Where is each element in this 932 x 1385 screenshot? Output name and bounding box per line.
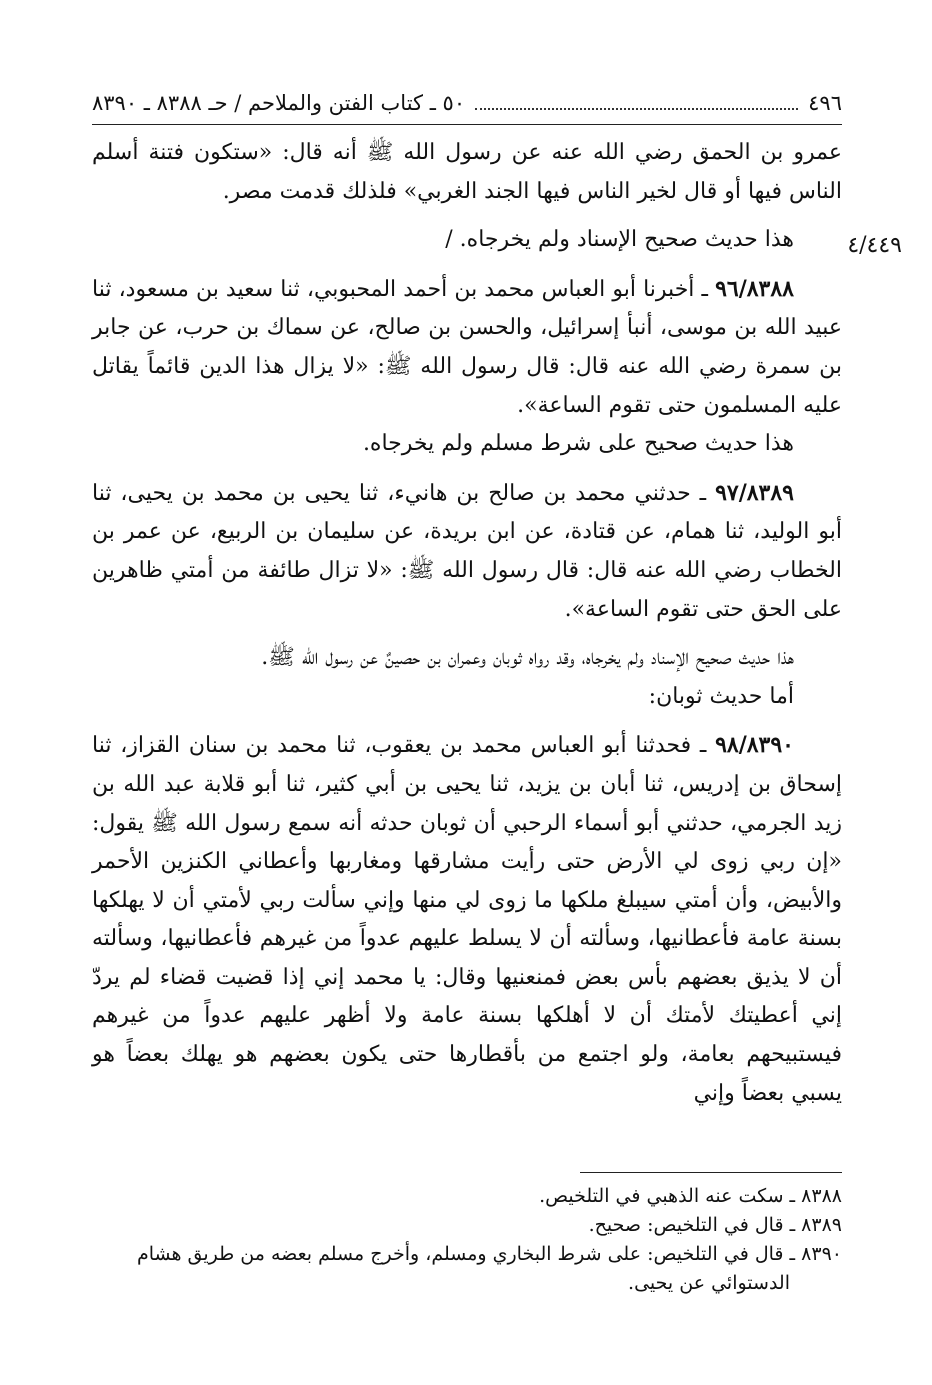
hadith-8390 [92,726,842,1113]
paragraph-text: هذا حديث صحيح الإسناد ولم يخرجاه، وقد رواه ثوبان وعمران بن حصينٌ عن رسول الله ﷺ. [261,645,794,671]
footnotes [80,1182,842,1298]
footnote [80,1240,842,1269]
running-header [92,86,842,125]
footnote-divider [580,1172,842,1173]
section-intro [92,678,842,717]
paragraph-text: ـ حدثني محمد بن صالح بن هانيء، ثنا يحيى بن محمد بن يحيى، ثنا أبو الوليد، ثنا همام، عن قتادة، عن ابن بريدة، عن سليمان بن الربيع، عن عمر بن الخطاب رضي الله عنه قال: قال رسول الله ﷺ: «لا تزال طائفة من أمتي ظاهرين على الحق حتى تقوم الساعة». [92,480,842,622]
hadith-8389 [92,474,842,629]
grading-note [92,639,842,678]
footnote-text: الدستوائي عن يحيى. [628,1272,790,1294]
hadith-number: ٩٦/٨٣٨٨ [715,275,794,302]
paragraph-text: عمرو بن الحمق رضي الله عنه عن رسول الله ﷺ أنه قال: «ستكون فتنة أسلم الناس فيها أو قال لخير الناس فيها الجند الغربي» فلذلك قدمت مصر. [92,140,842,204]
footnote-text: ٨٣٨٨ ـ سكت عنه الذهبي في التلخيص. [539,1185,842,1207]
hadith-number: ٩٨/٨٣٩٠ [715,732,794,759]
footnote [80,1211,842,1240]
hadith-8388 [92,270,842,425]
paragraph-text: هذا حديث صحيح الإسناد ولم يخرجاه. / [445,227,794,253]
grading-note [92,425,842,464]
footnote-continuation [80,1269,842,1298]
hadith-number: ٩٧/٨٣٨٩ [715,479,794,506]
paragraph-continuation [92,134,842,211]
paragraph-text: ـ أخبرنا أبو العباس محمد بن أحمد المحبوبي، ثنا سعيد بن مسعود، ثنا عبيد الله بن موسى، أنبأ إسرائيل، والحسن بن صالح، عن سماك بن حرب، عن جابر بن سمرة رضي الله عنه قال: قال رسول الله ﷺ: «لا يزال هذا الدين قائماً يقاتل عليه المسلمون حتى تقوم الساعة». [92,276,842,418]
footnote-text: ٨٣٩٠ ـ قال في التلخيص: على شرط البخاري ومسلم، وأخرج مسلم بعضه من طريق هشام [136,1243,842,1265]
page-number: ٤٩٦ [808,91,842,115]
paragraph-text: أما حديث ثوبان: [648,683,794,709]
footnote [80,1182,842,1211]
main-text [92,134,842,1113]
paragraph-text: ـ فحدثنا أبو العباس محمد بن يعقوب، ثنا محمد بن سنان القزاز، ثنا إسحاق بن إدريس، ثنا أبان بن يزيد، ثنا يحيى بن أبي كثير، ثنا أبو قلابة عبد الله بن زيد الجرمي، حدثني أبو أسماء الرحبي أن ثوبان حدثه أنه سمع رسول الله ﷺ يقول: «إن ربي زوى لي الأرض حتى رأيت مشارقها ومغاربها وأعطاني الكنزين الأحمر والأبيض، وأن أمتي سيبلغ ملكها ما زوى لي منها وإني سألت ربي لأمتي أن لا يهلكها بسنة عامة فأعطانيها، وسألته أن لا يسلط عليهم عدواً من غيرهم فأعطانيها، وسألته أن لا يذيق بعضهم بأس بعض فمنعنيها وقال: يا محمد إني إذا قضيت قضاء لم يردّ إني أعطيتك لأمتك أن لا أهلكها بسنة عامة ولا أظهر عليهم عدواً من غيرهم فيستبيحهم بعامة، ولو اجتمع من بأقطارها حتى يكون بعضهم هو يهلك بعضاً هو يسبي بعضاً وإني [92,733,842,1106]
margin-reference: ٤/٤٤٩ [847,233,902,258]
grading-note [92,221,842,260]
header-title: ٥٠ ـ كتاب الفتن والملاحم / حـ ٨٣٨٨ ـ ٨٣٩٠ [92,91,466,115]
footnote-text: ٨٣٨٩ ـ قال في التلخيص: صحيح. [588,1214,842,1236]
header-dot-leader [475,96,798,110]
paragraph-text: هذا حديث صحيح على شرط مسلم ولم يخرجاه. [362,431,794,457]
